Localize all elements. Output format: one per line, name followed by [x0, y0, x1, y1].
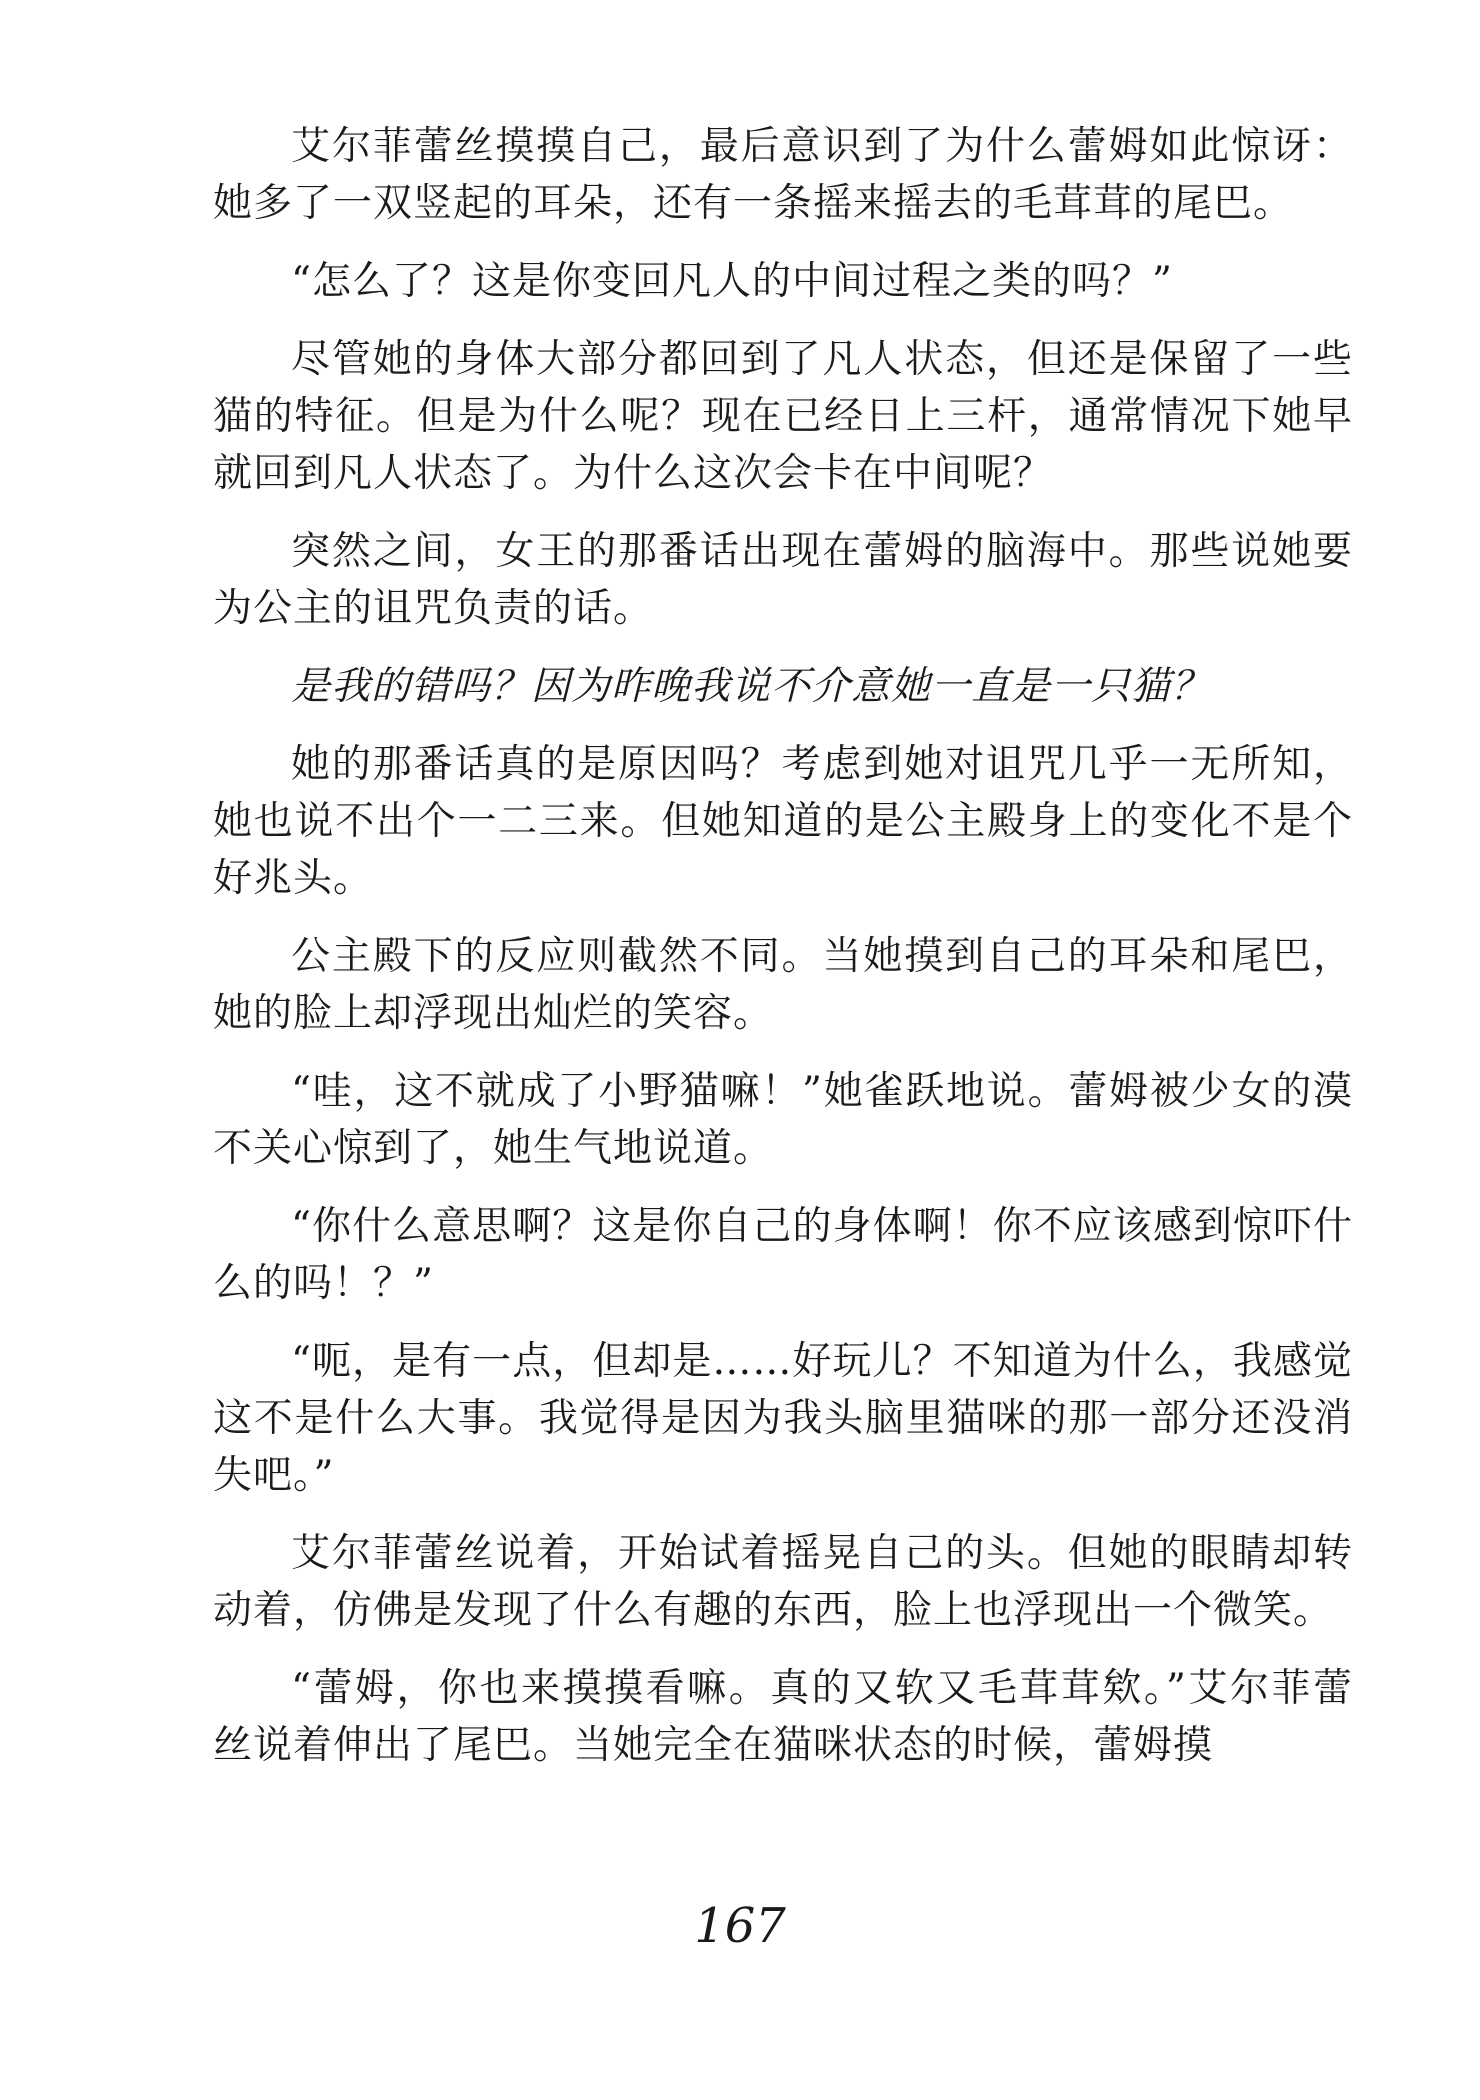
paragraph-5-italic-thought: 是我的错吗？因为昨晚我说不介意她一直是一只猫？	[291, 664, 1212, 709]
paragraph-4: 突然之间，女王的那番话出现在蕾姆的脑海中。那些说她要为公主的诅咒负责的话。	[213, 529, 1353, 631]
paragraph-9: “你什么意思啊？这是你自己的身体啊！你不应该感到惊吓什么的吗！？”	[213, 1204, 1353, 1306]
paragraph-6: 她的那番话真的是原因吗？考虑到她对诅咒几乎一无所知，她也说不出个一二三来。但她知道的是公主殿身上的变化不是个好兆头。	[213, 742, 1353, 901]
paragraph-2: “怎么了？这是你变回凡人的中间过程之类的吗？”	[291, 259, 1173, 304]
paragraph-7: 公主殿下的反应则截然不同。当她摸到自己的耳朵和尾巴，她的脸上却浮现出灿烂的笑容。	[213, 934, 1353, 1036]
paragraph-11: 艾尔菲蕾丝说着，开始试着摇晃自己的头。但她的眼睛却转动着，仿佛是发现了什么有趣的东西，脸上也浮现出一个微笑。	[213, 1531, 1353, 1633]
paragraph-3: 尽管她的身体大部分都回到了凡人状态，但还是保留了一些猫的特征。但是为什么呢？现在已经日上三杆，通常情况下她早就回到凡人状态了。为什么这次会卡在中间呢？	[213, 337, 1353, 496]
paragraph-12: “蕾姆，你也来摸摸看嘛。真的又软又毛茸茸欸。”艾尔菲蕾丝说着伸出了尾巴。当她完全在猫咪状态的时候，蕾姆摸	[213, 1666, 1353, 1768]
paragraph-10: “呃，是有一点，但却是……好玩儿？不知道为什么，我感觉这不是什么大事。我觉得是因为我头脑里猫咪的那一部分还没消失吧。”	[213, 1339, 1353, 1498]
page-number: 167	[694, 1898, 786, 1954]
paragraph-1: 艾尔菲蕾丝摸摸自己，最后意识到了为什么蕾姆如此惊讶：她多了一双竖起的耳朵，还有一条摇来摇去的毛茸茸的尾巴。	[213, 124, 1353, 226]
page-body	[213, 118, 1353, 1795]
paragraph-8: “哇，这不就成了小野猫嘛！”她雀跃地说。蕾姆被少女的漠不关心惊到了，她生气地说道。	[213, 1069, 1353, 1171]
